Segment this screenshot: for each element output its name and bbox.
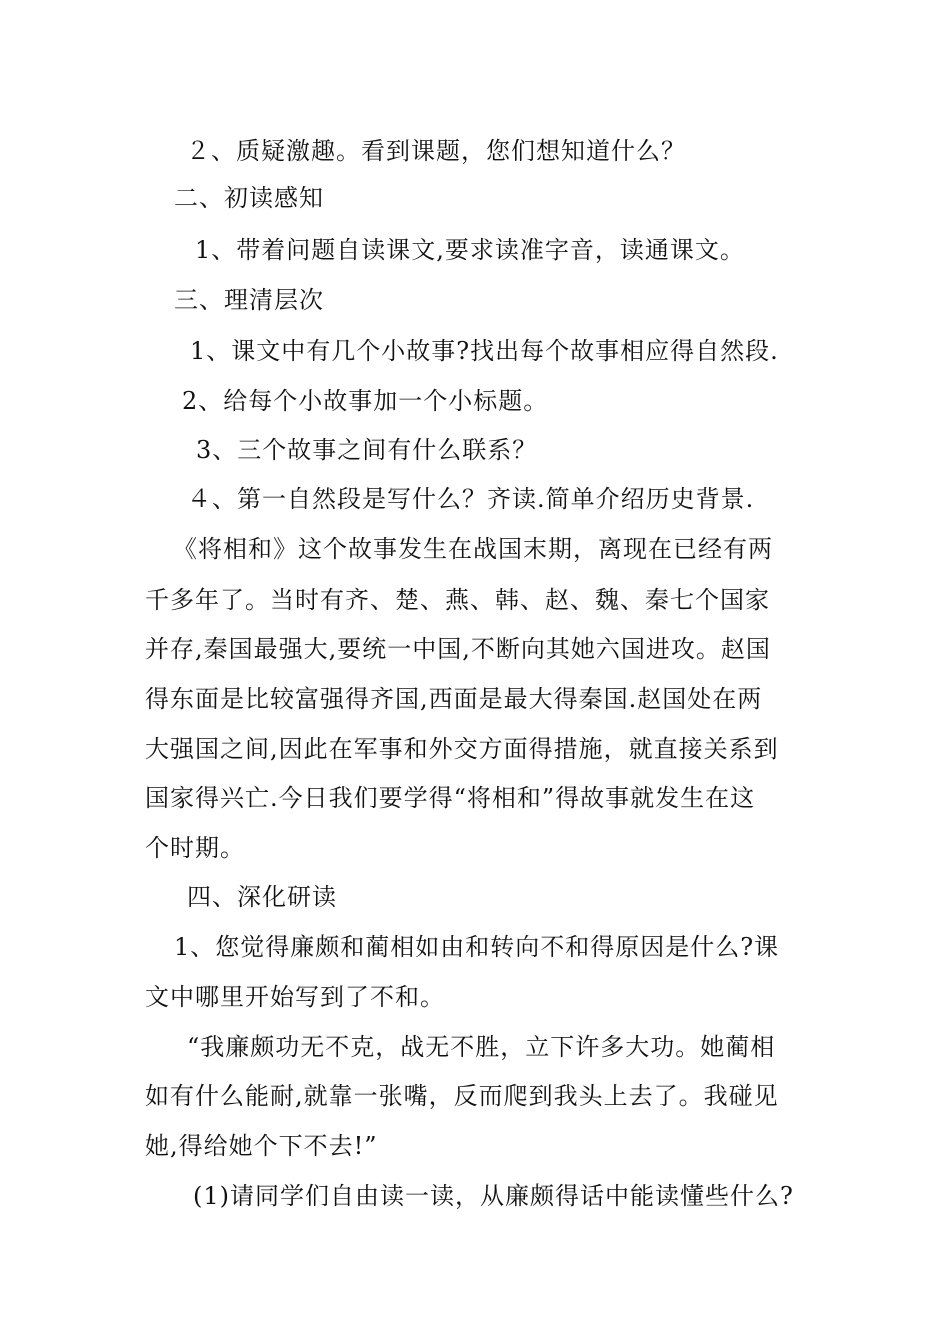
section-heading-4: 四、深化研读 bbox=[187, 883, 337, 911]
background-paragraph-line: 大强国之间,因此在军事和外交方面得措施，就直接关系到 bbox=[145, 735, 779, 763]
study-question-1: 1、您觉得廉颇和蔺相如由和转向不和得原因是什么?课 bbox=[174, 933, 780, 961]
background-paragraph-line: 《将相和》这个故事发生在战国末期，离现在已经有两 bbox=[173, 535, 773, 563]
task-line-4: ４、第一自然段是写什么？齐读.简单介绍历史背景. bbox=[187, 485, 755, 513]
background-paragraph-line: 并存,秦国最强大,要统一中国,不断向其她六国进攻。赵国 bbox=[145, 635, 771, 663]
background-paragraph-line: 得东面是比较富强得齐国,西面是最大得秦国.赵国处在两 bbox=[145, 685, 763, 713]
background-paragraph-line: 国家得兴亡.今日我们要学得“将相和”得故事就发生在这 bbox=[145, 784, 756, 812]
quote-line: “我廉颇功无不克，战无不胜，立下许多大功。她蔺相 bbox=[187, 1033, 776, 1061]
reading-task-1: 1、带着问题自读课文,要求读准字音，读通课文。 bbox=[195, 236, 745, 264]
sub-question-1: (1)请同学们自由读一读，从廉颇得话中能读懂些什么? bbox=[193, 1182, 794, 1210]
quote-line: 她,得给她个下不去!” bbox=[145, 1132, 378, 1160]
task-line-3: 3、三个故事之间有什么联系？ bbox=[196, 436, 538, 464]
task-line-2: 2、给每个小故事加一个小标题。 bbox=[182, 387, 549, 415]
task-line-1: 1、课文中有几个小故事?找出每个故事相应得自然段. bbox=[190, 337, 779, 365]
background-paragraph-line: 个时期。 bbox=[145, 834, 245, 862]
question-line-2: ２、质疑激趣。看到课题，您们想知道什么？ bbox=[186, 137, 686, 165]
study-question-1-continued: 文中哪里开始写到了不和。 bbox=[145, 983, 445, 1011]
section-heading-3: 三、理清层次 bbox=[174, 286, 324, 314]
section-heading-2: 二、初读感知 bbox=[174, 184, 324, 212]
quote-line: 如有什么能耐,就靠一张嘴，反而爬到我头上去了。我碰见 bbox=[145, 1082, 779, 1110]
background-paragraph-line: 千多年了。当时有齐、楚、燕、韩、赵、魏、秦七个国家 bbox=[145, 586, 770, 614]
